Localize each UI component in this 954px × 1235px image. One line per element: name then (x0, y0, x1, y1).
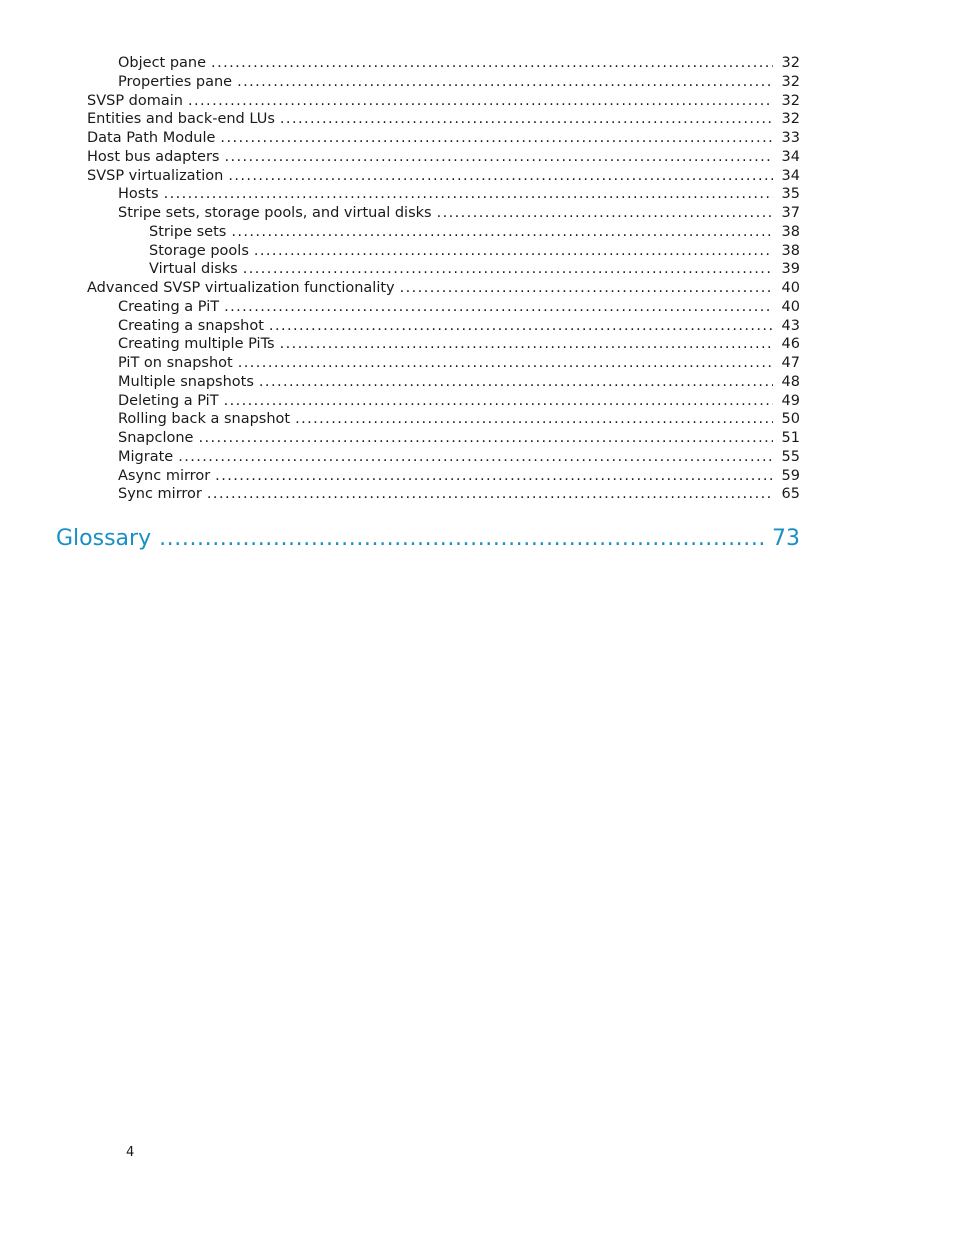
toc-entry[interactable] (0, 354, 954, 373)
toc-entry-title: Stripe sets, storage pools, and virtual disks (118, 205, 432, 221)
dot-leader (280, 335, 773, 354)
toc-chapter-glossary[interactable] (56, 524, 800, 554)
toc-entry-title: Object pane (118, 55, 207, 71)
toc-entry-page: 39 (781, 261, 800, 278)
toc-entry-page: 65 (781, 486, 800, 503)
toc-entry-page: 59 (781, 467, 800, 484)
dot-leader (198, 429, 773, 448)
dot-leader (211, 54, 773, 73)
dot-leader (188, 92, 773, 111)
toc-entry-page: 49 (781, 392, 800, 409)
dot-leader (224, 392, 773, 411)
dot-leader (224, 148, 773, 167)
dot-leader (269, 317, 773, 336)
toc-entry-page: 40 (781, 280, 800, 296)
toc-entry[interactable] (0, 448, 954, 467)
toc-entry[interactable] (0, 73, 954, 92)
toc-entry[interactable] (0, 335, 954, 354)
toc-entry-page: 40 (781, 298, 800, 315)
dot-leader (220, 129, 773, 148)
toc-entry[interactable] (0, 298, 954, 317)
toc-entry-title: Virtual disks (149, 261, 238, 278)
toc-entry-title: SVSP virtualization (87, 167, 224, 184)
toc-entry-page: 34 (781, 167, 800, 184)
toc-entry-title: Async mirror (118, 467, 211, 484)
toc-entry-title: Host bus adapters (87, 148, 220, 165)
toc-entry-title: Properties pane (118, 73, 233, 90)
toc-entry[interactable] (0, 129, 954, 148)
toc-entry-page: 51 (781, 430, 800, 446)
toc-entry[interactable] (0, 317, 954, 336)
toc-entry[interactable] (0, 242, 954, 261)
toc-entry-page: 37 (781, 205, 800, 221)
toc-entry[interactable] (0, 167, 954, 186)
dot-leader (243, 260, 773, 279)
dot-leader (159, 524, 764, 554)
toc-entry-title: Creating a PiT (118, 298, 220, 315)
toc-entry-page: 38 (781, 223, 800, 240)
dot-leader (254, 242, 773, 261)
toc-entry[interactable] (0, 185, 954, 204)
toc-entry-title: Snapclone (118, 430, 194, 446)
toc-entry-title: Entities and back-end LUs (87, 111, 275, 128)
toc-entry-page: 47 (781, 355, 800, 371)
toc-entry-page: 43 (781, 317, 800, 334)
dot-leader (215, 467, 773, 486)
toc-entry-title: Data Path Module (87, 130, 216, 146)
toc-entry-title: Hosts (118, 186, 159, 203)
toc-entry-page: 35 (781, 186, 800, 203)
toc-entry[interactable] (0, 110, 954, 129)
toc-entry-title: Stripe sets (149, 223, 227, 240)
toc-entry[interactable] (0, 373, 954, 392)
dot-leader (259, 373, 773, 392)
toc-entry-title: Migrate (118, 448, 174, 465)
toc-entry[interactable] (0, 410, 954, 429)
toc-entry[interactable] (0, 392, 954, 411)
toc-entry-title: SVSP domain (87, 92, 183, 109)
dot-leader (400, 279, 773, 298)
dot-leader (228, 167, 773, 186)
toc-entry-page: 32 (781, 111, 800, 128)
dot-leader (237, 73, 773, 92)
dot-leader (280, 110, 773, 129)
toc-entry-title: Sync mirror (118, 486, 202, 503)
toc-entry[interactable] (0, 204, 954, 223)
toc-entry-page: 34 (781, 148, 800, 165)
toc-entry-title: Creating multiple PiTs (118, 336, 275, 353)
toc-entry-title: Storage pools (149, 242, 249, 259)
toc-entry-page: 33 (781, 130, 800, 146)
dot-leader (178, 448, 773, 467)
dot-leader (437, 204, 773, 223)
toc-entry[interactable] (0, 485, 954, 504)
dot-leader (164, 185, 773, 204)
toc-entry[interactable] (0, 279, 954, 298)
toc-entry-page: 46 (781, 336, 800, 353)
dot-leader (295, 410, 773, 429)
toc-entry-title: Multiple snapshots (118, 373, 254, 390)
toc-entry[interactable] (0, 467, 954, 486)
dot-leader (224, 298, 773, 317)
toc-entry[interactable] (0, 148, 954, 167)
toc-entry-title: Rolling back a snapshot (118, 411, 291, 428)
toc-entry-title: Advanced SVSP virtualization functionality (87, 280, 395, 296)
toc-entry-page: 38 (781, 242, 800, 259)
toc-entry-title: Deleting a PiT (118, 392, 219, 409)
dot-leader (238, 354, 773, 373)
toc-entry[interactable] (0, 260, 954, 279)
chapter-title: Glossary (56, 526, 152, 551)
dot-leader (207, 485, 773, 504)
chapter-page: 73 (772, 526, 800, 551)
toc-entry-page: 32 (781, 55, 800, 71)
toc-entry-page: 32 (781, 73, 800, 90)
toc-entry-page: 48 (781, 373, 800, 390)
toc-entry-page: 55 (781, 448, 800, 465)
dot-leader (231, 223, 773, 242)
toc-entry[interactable] (0, 429, 954, 448)
page-number: 4 (126, 1145, 135, 1160)
toc-entry-title: Creating a snapshot (118, 317, 264, 334)
toc-entry-title: PiT on snapshot (118, 355, 233, 371)
table-of-contents (0, 54, 954, 504)
toc-entry-page: 50 (781, 411, 800, 428)
toc-entry-page: 32 (781, 92, 800, 109)
toc-entry[interactable] (0, 92, 954, 111)
toc-entry[interactable] (0, 223, 954, 242)
toc-entry[interactable] (0, 54, 954, 73)
